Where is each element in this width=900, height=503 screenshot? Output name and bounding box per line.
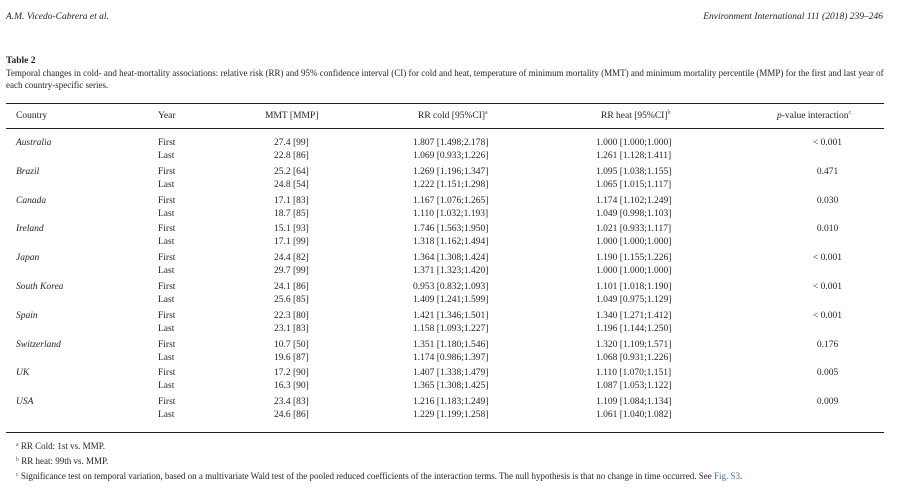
cell-year-first: First bbox=[158, 368, 176, 379]
running-header-journal: Environment International 111 (2018) 239–246 bbox=[703, 12, 883, 22]
cell-rr-heat-first: 1.095 [1.038;1.155] bbox=[596, 166, 672, 177]
cell-year-last: Last bbox=[158, 266, 175, 277]
cell-rr-heat-first: 1.021 [0.933;1.117] bbox=[596, 224, 672, 235]
cell-rr-heat-last: 1.065 [1.015;1.117] bbox=[596, 179, 672, 190]
cell-country: South Korea bbox=[16, 281, 64, 292]
col-header-mmt: MMT [MMP] bbox=[265, 111, 319, 121]
table-bottom-rule bbox=[6, 432, 884, 433]
footnote-a: $^a$ RR Cold: 1st vs. MMP. bbox=[16, 441, 105, 451]
cell-rr-heat-last: 1.061 [1.040;1.082] bbox=[596, 410, 672, 421]
cell-rr-cold-first: 1.351 [1.180;1.546] bbox=[413, 339, 489, 350]
cell-pvalue: < 0.001 bbox=[812, 281, 843, 292]
footnote-c: $^c$ Significance test on temporal variation, based on a multivariate Wald test of the pooled reduced coefficients of the interaction terms. The null hypothesis is that no change in time occurred. See Fig. S3. bbox=[16, 471, 743, 481]
cell-year-first: First bbox=[158, 281, 176, 292]
cell-country: Canada bbox=[16, 195, 47, 206]
col-header-rr-cold: RR cold $[95\%CI]^a$ bbox=[418, 110, 488, 121]
cell-rr-cold-last: 1.069 [0.933;1.226] bbox=[413, 151, 489, 161]
cell-year-first: First bbox=[158, 253, 176, 264]
cell-country: Spain bbox=[16, 310, 38, 321]
cell-pvalue: < 0.001 bbox=[812, 310, 843, 321]
cell-year-last: Last bbox=[158, 208, 175, 219]
cell-year-first: First bbox=[158, 195, 176, 206]
cell-pvalue: 0.030 bbox=[816, 195, 839, 206]
cell-rr-heat-last: 1.049 [0.998;1.103] bbox=[596, 208, 672, 219]
col-header-country: Country bbox=[16, 111, 48, 121]
cell-mmt-last: 25.6 [85] bbox=[274, 294, 309, 305]
cell-year-first: First bbox=[158, 397, 176, 408]
cell-country: Ireland bbox=[16, 224, 44, 235]
table-row bbox=[0, 397, 900, 426]
cell-year-last: Last bbox=[158, 179, 175, 190]
cell-mmt-last: 17.1 [99] bbox=[274, 237, 309, 248]
cell-year-last: Last bbox=[158, 410, 175, 421]
cell-pvalue: 0.176 bbox=[816, 339, 839, 350]
cell-mmt-last: 18.7 [85] bbox=[274, 208, 309, 219]
cell-rr-heat-first: 1.110 [1.070;1.151] bbox=[596, 368, 672, 379]
cell-rr-heat-last: 1.068 [0.931;1.226] bbox=[596, 352, 672, 363]
cell-rr-cold-first: 1.167 [1.076;1.265] bbox=[413, 195, 489, 206]
cell-year-last: Last bbox=[158, 381, 175, 392]
cell-mmt-last: 23.1 [83] bbox=[274, 323, 309, 334]
table-row bbox=[0, 253, 900, 282]
cell-rr-heat-first: 1.340 [1.271;1.412] bbox=[596, 310, 672, 321]
cell-country: Japan bbox=[16, 253, 40, 264]
col-header-pvalue: p-value interaction$^c$ bbox=[777, 110, 852, 121]
cell-mmt-first: 23.4 [83] bbox=[274, 397, 309, 408]
cell-year-first: First bbox=[158, 138, 176, 148]
cell-rr-cold-first: 1.364 [1.308;1.424] bbox=[413, 253, 489, 264]
table-row bbox=[0, 167, 900, 196]
running-header-authors: A.M. Vicedo-Cabrera et al. bbox=[6, 12, 109, 22]
cell-rr-heat-first: 1.109 [1.084;1.134] bbox=[596, 397, 672, 408]
footnote-b: $^b$ RR heat: 99th vs. MMP. bbox=[16, 456, 109, 466]
cell-rr-cold-last: 1.365 [1.308;1.425] bbox=[413, 381, 489, 392]
cell-year-first: First bbox=[158, 166, 176, 177]
cell-mmt-last: 22.8 [86] bbox=[274, 151, 309, 161]
table-label: Table 2 bbox=[6, 56, 36, 66]
cell-mmt-first: 17.1 [83] bbox=[274, 195, 309, 206]
cell-pvalue: 0.009 bbox=[816, 397, 839, 408]
cell-pvalue: < 0.001 bbox=[812, 138, 843, 148]
cell-rr-heat-last: 1.087 [1.053;1.122] bbox=[596, 381, 672, 392]
cell-rr-cold-first: 1.746 [1.563;1.950] bbox=[413, 224, 489, 235]
cell-country: USA bbox=[16, 397, 34, 408]
cell-rr-cold-last: 1.371 [1.323;1.420] bbox=[413, 266, 489, 277]
cell-mmt-first: 24.4 [82] bbox=[274, 253, 309, 264]
cell-rr-cold-first: 0.953 [0.832;1.093] bbox=[413, 281, 489, 292]
table-row bbox=[0, 224, 900, 253]
col-header-rr-heat: RR heat $[95\%CI]^b$ bbox=[601, 110, 671, 121]
cell-rr-heat-last: 1.196 [1.144;1.250] bbox=[596, 323, 672, 334]
cell-rr-cold-first: 1.216 [1.183;1.249] bbox=[413, 397, 489, 408]
cell-mmt-last: 29.7 [99] bbox=[274, 266, 309, 277]
table-row bbox=[0, 138, 900, 167]
cell-rr-cold-first: 1.807 [1.498;2.178] bbox=[413, 138, 489, 148]
cell-rr-heat-first: 1.000 [1.000;1.000] bbox=[596, 138, 672, 148]
cell-rr-heat-last: 1.049 [0.975;1.129] bbox=[596, 294, 672, 305]
table-row bbox=[0, 196, 900, 225]
cell-pvalue: 0.005 bbox=[816, 368, 839, 379]
cell-mmt-last: 16.3 [90] bbox=[274, 381, 309, 392]
col-header-year: Year bbox=[158, 111, 176, 121]
table-caption: Temporal changes in cold- and heat-mortality associations: relative risk (RR) and 95% confidence interval (CI) for cold and heat, temperature of minimum mortality (MMT) and minimum mortality percentile (MMP) for the first and last year of each country-specific series. bbox=[6, 68, 884, 90]
cell-rr-heat-last: 1.000 [1.000;1.000] bbox=[596, 237, 672, 248]
cell-year-last: Last bbox=[158, 237, 175, 248]
figure-s3-link[interactable]: Fig. S3 bbox=[714, 471, 741, 481]
cell-mmt-last: 24.6 [86] bbox=[274, 410, 309, 421]
cell-year-first: First bbox=[158, 310, 176, 321]
cell-rr-cold-first: 1.407 [1.338;1.479] bbox=[413, 368, 489, 379]
cell-mmt-first: 25.2 [64] bbox=[274, 166, 309, 177]
table-row bbox=[0, 311, 900, 340]
cell-country: Australia bbox=[16, 138, 52, 148]
cell-mmt-first: 10.7 [50] bbox=[274, 339, 309, 350]
cell-mmt-first: 24.1 [86] bbox=[274, 281, 309, 292]
cell-rr-heat-first: 1.101 [1.018;1.190] bbox=[596, 281, 672, 292]
table-header-rule bbox=[6, 128, 884, 129]
cell-rr-cold-last: 1.158 [1.093;1.227] bbox=[413, 323, 489, 334]
cell-rr-heat-last: 1.261 [1.128;1.411] bbox=[596, 151, 672, 161]
cell-year-first: First bbox=[158, 339, 176, 350]
cell-year-last: Last bbox=[158, 352, 175, 363]
table-top-rule bbox=[6, 103, 884, 104]
cell-year-last: Last bbox=[158, 294, 175, 305]
cell-rr-heat-first: 1.190 [1.155;1.226] bbox=[596, 253, 672, 264]
cell-rr-cold-last: 1.110 [1.032;1.193] bbox=[413, 208, 489, 219]
cell-pvalue: 0.471 bbox=[816, 166, 839, 177]
cell-pvalue: < 0.001 bbox=[812, 253, 843, 264]
cell-rr-heat-last: 1.000 [1.000;1.000] bbox=[596, 266, 672, 277]
cell-country: Brazil bbox=[16, 166, 40, 177]
cell-year-last: Last bbox=[158, 323, 175, 334]
cell-mmt-last: 19.6 [87] bbox=[274, 352, 309, 363]
cell-pvalue: 0.010 bbox=[816, 224, 839, 235]
cell-country: UK bbox=[16, 368, 30, 379]
cell-rr-cold-first: 1.269 [1.196;1.347] bbox=[413, 166, 489, 177]
cell-rr-cold-last: 1.222 [1.151;1.298] bbox=[413, 179, 489, 190]
table-row bbox=[0, 368, 900, 397]
cell-rr-heat-first: 1.320 [1.109;1.571] bbox=[596, 339, 672, 350]
cell-mmt-last: 24.8 [54] bbox=[274, 179, 309, 190]
cell-year-last: Last bbox=[158, 151, 175, 161]
cell-mmt-first: 15.1 [93] bbox=[274, 224, 309, 235]
cell-rr-heat-first: 1.174 [1.102;1.249] bbox=[596, 195, 672, 206]
table-body bbox=[0, 138, 900, 426]
cell-country: Switzerland bbox=[16, 339, 61, 350]
cell-mmt-first: 22.3 [80] bbox=[274, 310, 309, 321]
table-row bbox=[0, 340, 900, 369]
cell-rr-cold-last: 1.174 [0.986;1.397] bbox=[413, 352, 489, 363]
cell-rr-cold-last: 1.409 [1.241;1.599] bbox=[413, 294, 489, 305]
cell-mmt-first: 17.2 [90] bbox=[274, 368, 309, 379]
cell-rr-cold-first: 1.421 [1.346;1.501] bbox=[413, 310, 489, 321]
cell-rr-cold-last: 1.229 [1.199;1.258] bbox=[413, 410, 489, 421]
cell-mmt-first: 27.4 [99] bbox=[274, 138, 309, 148]
cell-rr-cold-last: 1.318 [1.162;1.494] bbox=[413, 237, 489, 248]
cell-year-first: First bbox=[158, 224, 176, 235]
table-row bbox=[0, 282, 900, 311]
